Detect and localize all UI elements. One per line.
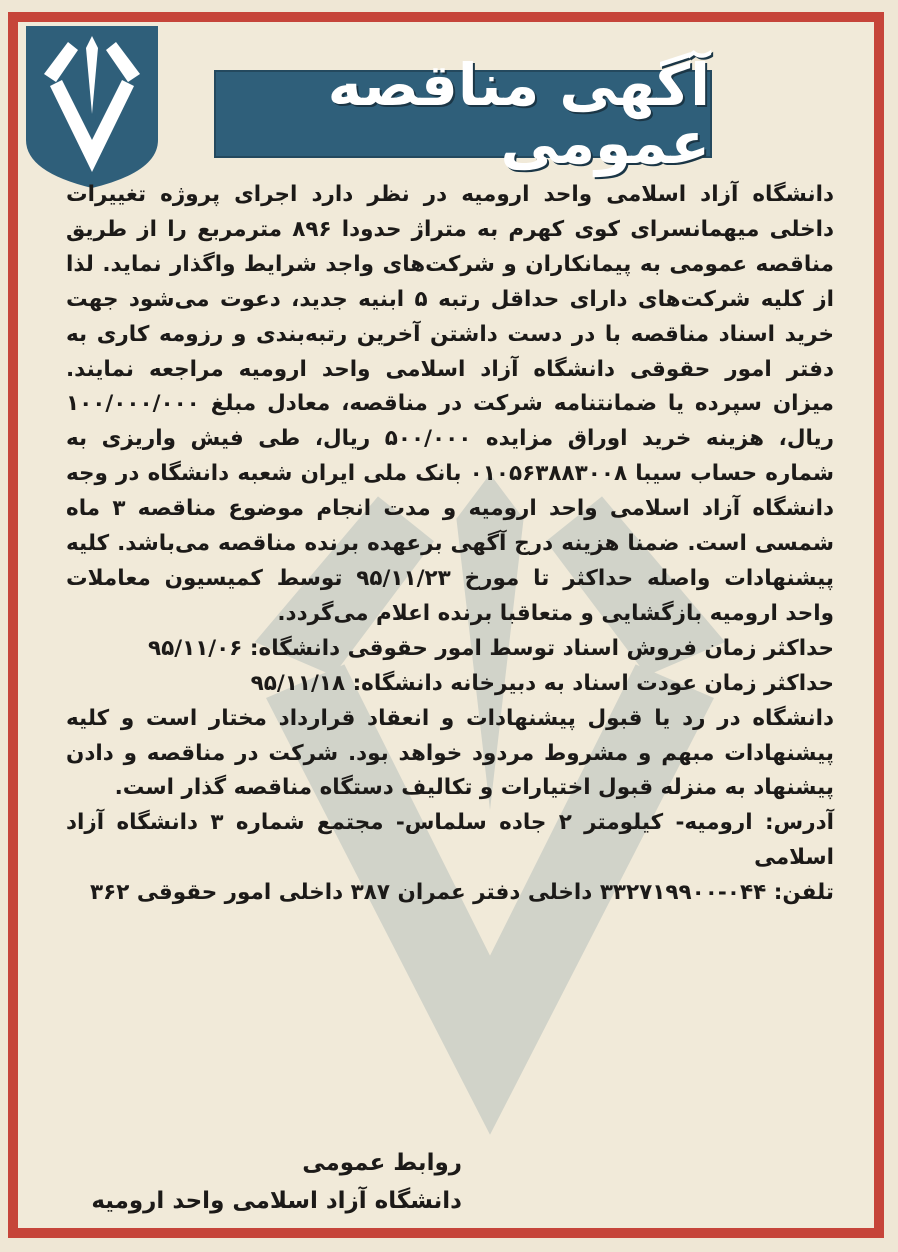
ad-paragraph-return-deadline: حداکثر زمان عودت اسناد به دبیرخانه دانشگاه: ۹۵/۱۱/۱۸ — [250, 670, 834, 696]
ad-paragraph-address: آدرس: ارومیه- کیلومتر ۲ جاده سلماس- مجتمع شماره ۳ دانشگاه آزاد اسلامی — [66, 810, 834, 871]
ad-body — [66, 178, 834, 911]
page-title: آگهی مناقصه عمومی — [327, 51, 710, 177]
signature-institution: دانشگاه آزاد اسلامی واحد ارومیه — [91, 1188, 462, 1214]
ad-paragraph-terms: دانشگاه در رد یا قبول پیشنهادات و انعقاد قرارداد مختار است و کلیه پیشنهادات مبهم و مشروط مردود خواهد بود. شرکت در مناقصه و دادن پیشنهاد به منزله قبول اختیارات و تکالیف دستگاه مناقصه گذار است. — [66, 705, 834, 801]
title-banner — [214, 51, 712, 177]
signature-block — [91, 1144, 462, 1220]
ad-paragraph-main: دانشگاه آزاد اسلامی واحد ارومیه در نظر دارد اجرای پروژه تغییرات داخلی میهمانسرای کوی کهرم به متراژ حدودا ۸۹۶ مترمربع را از طریق مناقصه عمومی به پیمانکاران و شرکت‌های واجد شرایط واگذار نماید. لذا از کلیه شرکت‌های دارای حداقل رتبه ۵ ابنیه جدید، دعوت می‌شود جهت خرید اسناد مناقصه با در دست داشتن آخرین رتبه‌بندی و رزومه کاری به دفتر امور حقوقی دانشگاه آزاد اسلامی واحد ارومیه مراجعه نمایند. میزان سپرده یا ضمانتنامه شرکت در مناقصه، معادل مبلغ ۱۰۰/۰۰۰/۰۰۰ ریال، هزینه خرید اوراق مزایده ۵۰۰/۰۰۰ ریال، طی فیش واریزی به شماره حساب سیبا ۰۱۰۵۶۳۸۸۳۰۰۸ بانک ملی ایران شعبه دانشگاه در وجه دانشگاه آزاد اسلامی واحد ارومیه و مدت انجام موضوع مناقصه ۳ ماه شمسی است. ضمنا هزینه درج آگهی برعهده برنده مناقصه می‌باشد. کلیه پیشنهادات واصله حداکثر تا مورخ ۹۵/۱۱/۲۳ توسط کمیسیون معاملات واحد ارومیه بازگشایی و متعاقبا برنده اعلام می‌گردد. — [66, 182, 835, 626]
ad-paragraph-sale-deadline: حداکثر زمان فروش اسناد توسط امور حقوقی دانشگاه: ۹۵/۱۱/۰۶ — [147, 635, 834, 661]
signature-department: روابط عمومی — [302, 1150, 462, 1176]
ad-paragraph-phone: تلفن: ۰۴۴-۳۳۲۷۱۹۹۰۰ داخلی دفتر عمران ۳۸۷ داخلی امور حقوقی ۳۶۲ — [90, 880, 834, 906]
azad-university-emblem-icon — [22, 22, 162, 190]
